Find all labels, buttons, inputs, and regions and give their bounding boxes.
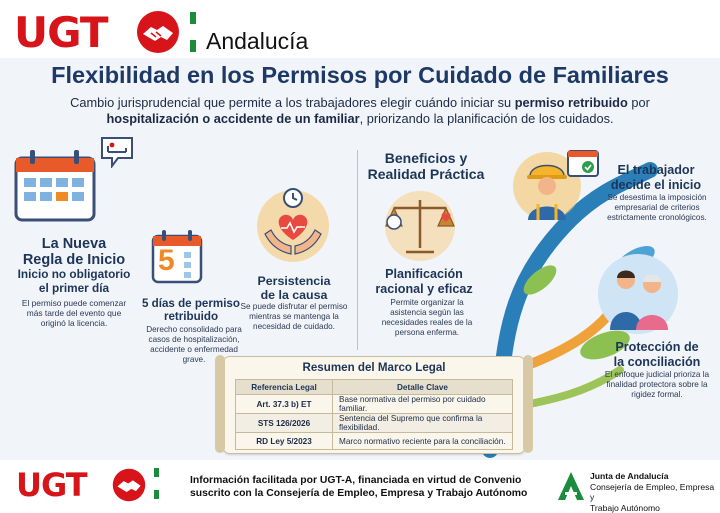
legal-reference-cell: STS 126/2026 xyxy=(236,414,333,433)
legal-table-header-row xyxy=(236,380,513,395)
new-rule-body: El permiso puede comenzar más tarde del evento que originó la licencia. xyxy=(21,298,127,328)
ugt-logo-text: UGT xyxy=(14,8,108,57)
new-rule-subheading xyxy=(10,267,138,295)
subtitle-bold: hospitalización o accidente de un familiar xyxy=(106,111,360,126)
footer xyxy=(0,460,720,511)
five-days-body: Derecho consolidado para casos de hospitalización, accidente o enfermedad grave. xyxy=(146,325,242,364)
legal-summary-title: Resumen del Marco Legal xyxy=(302,361,446,374)
legal-detail-cell: Base normativa del permiso por cuidado familiar. xyxy=(333,395,513,414)
persistence-heading xyxy=(240,274,348,302)
conciliation-heading xyxy=(600,340,714,369)
new-rule-subheading-line: Inicio no obligatorio xyxy=(17,267,131,281)
legal-reference-cell: RD Ley 5/2023 xyxy=(236,433,333,450)
legal-table-header: Detalle Clave xyxy=(333,380,513,395)
junta-line: Consejería de Empleo, Empresa y xyxy=(590,481,715,502)
scale-icon xyxy=(380,186,460,262)
benefits-heading-line: Realidad Práctica xyxy=(367,166,485,182)
planning-heading-line: racional y eficaz xyxy=(375,281,473,296)
legal-table-header: Referencia Legal xyxy=(236,380,333,395)
junta-text xyxy=(590,471,718,513)
five-days-number: 5 xyxy=(158,244,175,277)
subtitle-bold: permiso retribuido xyxy=(514,95,628,110)
conciliation-heading-line: la conciliación xyxy=(613,354,701,369)
calendar-check-icon xyxy=(566,146,600,178)
new-rule-subheading-line: el primer día xyxy=(38,281,110,295)
section-divider xyxy=(357,150,358,350)
benefits-heading xyxy=(364,150,488,182)
persistence-heading-line: Persistencia xyxy=(257,274,331,288)
new-rule-heading-line: La Nueva xyxy=(41,236,107,252)
footer-info xyxy=(190,474,560,500)
footer-andalucia-stripe xyxy=(154,490,159,499)
subtitle-text: Cambio jurisprudencial que permite a los trabajadores elegir cuándo iniciar su xyxy=(70,95,515,110)
five-days-heading: 5 días de permiso retribuido xyxy=(142,297,240,323)
heart-hands-icon xyxy=(253,184,333,264)
legal-detail-cell: Marco normativo reciente para la conciliación. xyxy=(333,433,513,450)
footer-info-line: Información facilitada por UGT-A, financiada en virtud de Convenio xyxy=(190,475,522,486)
footer-info-line: suscrito con la Consejería de Empleo, Empresa y Trabajo Autónomo xyxy=(190,488,528,499)
worker-heading-line: El trabajador xyxy=(617,163,695,177)
benefits-heading-line: Beneficios y xyxy=(384,150,468,166)
planning-heading-line: Planificación xyxy=(385,267,463,281)
worker-heading xyxy=(598,163,714,192)
table-row xyxy=(236,433,513,450)
page-subtitle xyxy=(40,95,680,127)
worker-body: Se desestima la imposición empresarial de criterios estrictamente cronológicos. xyxy=(607,193,707,222)
new-rule-heading xyxy=(14,236,134,268)
table-row xyxy=(236,395,513,414)
subtitle-text: , priorizando la planificación de los cuidados. xyxy=(359,111,614,126)
legal-reference-cell: Art. 37.3 b) ET xyxy=(236,395,333,414)
table-row xyxy=(236,414,513,433)
footer-handshake-logo-icon xyxy=(112,468,146,502)
family-icon xyxy=(596,250,680,336)
conciliation-body: El enfoque judicial prioriza la finalidad protectora sobre la rigidez formal. xyxy=(604,370,710,399)
andalucia-stripe xyxy=(190,12,196,24)
planning-body: Permite organizar la asistencia según las necesidades reales de la persona enferma. xyxy=(381,298,473,337)
legal-table xyxy=(235,379,513,450)
conciliation-heading-line: Protección de xyxy=(615,340,699,354)
header xyxy=(14,6,344,56)
persistence-body: Se puede disfrutar el permiso mientras se mantenga la necesidad de cuidado. xyxy=(240,302,348,331)
region-label: Andalucía xyxy=(206,28,309,54)
worker-heading-line: decide el inicio xyxy=(610,177,702,192)
legal-detail-cell: Sentencia del Supremo que confirma la flexibilidad. xyxy=(333,414,513,433)
footer-ugt-logo-text: UGT xyxy=(16,466,87,504)
hospital-bed-icon xyxy=(98,136,136,168)
junta-title: Junta de Andalucía xyxy=(590,471,669,481)
persistence-heading-line: de la causa xyxy=(260,288,328,302)
planning-heading xyxy=(368,267,480,296)
page-title: Flexibilidad en los Permisos por Cuidado de Familiares xyxy=(51,62,669,88)
junta-andalucia-logo-icon xyxy=(556,470,586,502)
calendar-icon xyxy=(10,146,110,226)
legal-summary-scroll xyxy=(222,356,526,454)
footer-andalucia-stripe xyxy=(154,468,159,477)
handshake-logo-icon xyxy=(136,10,180,54)
new-rule-heading-line: Regla de Inicio xyxy=(22,252,126,268)
junta-line: Trabajo Autónomo xyxy=(590,502,660,513)
andalucia-stripe xyxy=(190,40,196,52)
subtitle-text: por xyxy=(627,95,650,110)
